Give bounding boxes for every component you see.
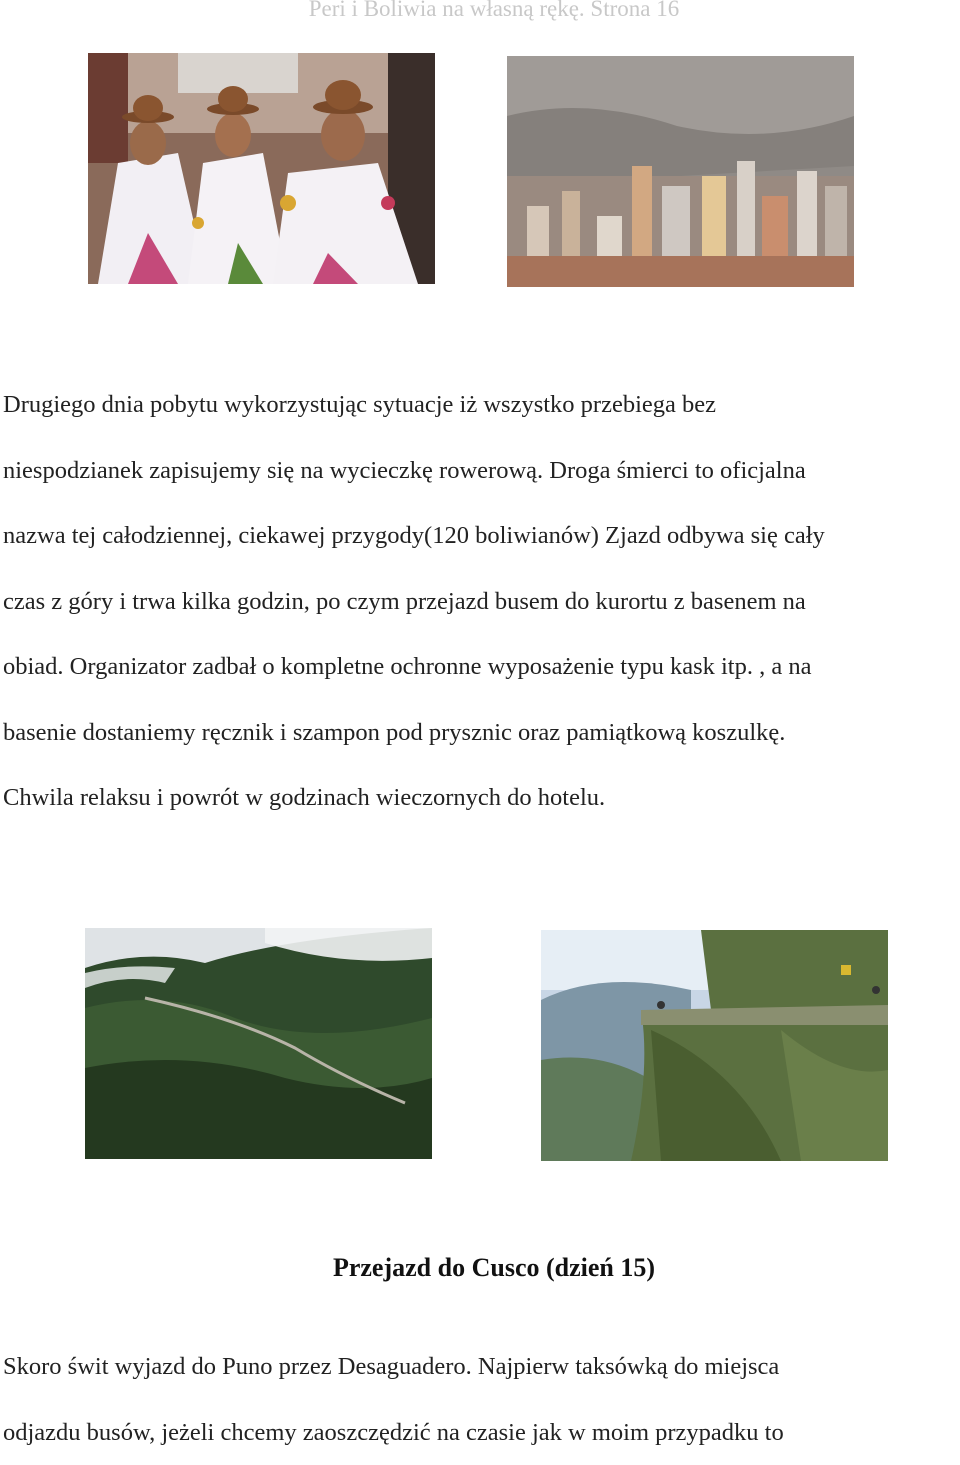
text-line: czas z góry i trwa kilka godzin, po czym przejazd busem do kurortu z basenem na [3,569,960,635]
text-line: basenie dostaniemy ręcznik i szampon pod prysznic oraz pamiątkową koszulkę. [3,700,960,766]
photo-la-paz-city [507,56,854,287]
photo-cholitas [88,53,435,284]
section-heading: Przejazd do Cusco (dzień 15) [0,1246,960,1290]
text-line: obiad. Organizator zadbał o kompletne ochronne wyposażenie typu kask itp. , a na [3,634,960,700]
text-line: Drugiego dnia pobytu wykorzystując sytuacje iż wszystko przebiega bez [3,372,960,438]
text-line: Skoro świt wyjazd do Puno przez Desaguadero. Najpierw taksówką do miejsca [3,1334,960,1400]
text-line: Chwila relaksu i powrót w godzinach wieczornych do hotelu. [3,765,960,831]
text-line: niespodzianek zapisujemy się na wycieczkę rowerową. Droga śmierci to oficjalna [3,438,960,504]
photo-death-road-cliff [541,930,888,1161]
photo-death-road-valley [85,928,432,1159]
text-line: nazwa tej całodziennej, ciekawej przygody(120 boliwianów) Zjazd odbywa się cały [3,503,960,569]
page-header: Peri i Boliwia na własną rękę. Strona 16 [0,0,960,20]
text-line: odjazdu busów, jeżeli chcemy zaoszczędzić na czasie jak w moim przypadku to [3,1400,960,1465]
paragraph-cusco [3,1334,960,1465]
paragraph-death-road [3,372,960,831]
